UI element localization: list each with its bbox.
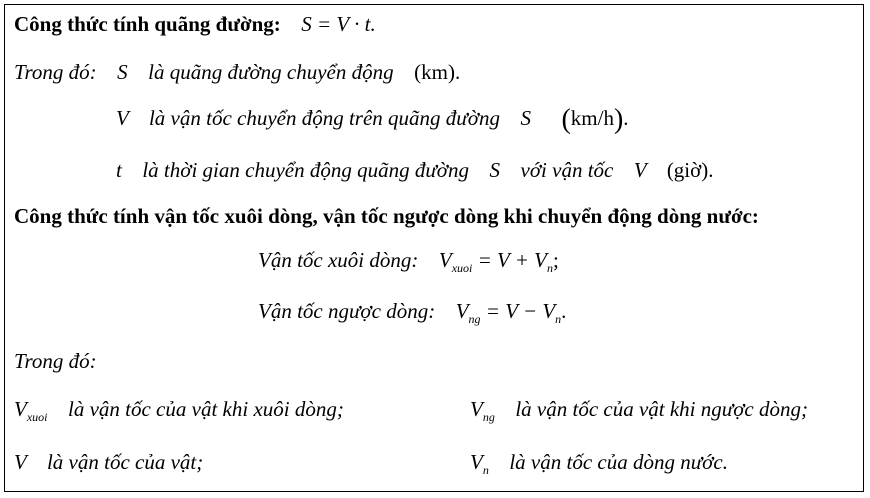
distance-formula-line xyxy=(14,12,376,36)
definition-v-line xyxy=(116,104,629,135)
upstream-rhs-sub: n xyxy=(555,312,562,326)
upstream-rhs: = V − V xyxy=(485,299,556,323)
downstream-label: Vận tốc xuôi dòng: xyxy=(258,248,419,272)
note-water xyxy=(470,450,728,477)
period: . xyxy=(623,106,629,130)
definition-t-line xyxy=(116,158,714,182)
downstream-end: ; xyxy=(553,248,559,272)
note-upstream-text: là vận tốc của vật khi ngược dòng; xyxy=(515,397,808,421)
symbol-s: S xyxy=(117,60,128,84)
note-water-sub: n xyxy=(482,463,489,477)
note-object xyxy=(14,450,203,474)
definition-s-text: là quãng đường chuyển động xyxy=(148,60,394,84)
downstream-formula-line xyxy=(258,248,559,275)
distance-formula-label: Công thức tính quãng đường: xyxy=(14,12,281,36)
downstream-rhs: = V + V xyxy=(477,248,548,272)
symbol-v-ref: V xyxy=(633,158,647,182)
downstream-lhs: V xyxy=(438,248,452,272)
unit-paren-open: ( xyxy=(561,104,571,135)
downstream-lhs-sub: xuoi xyxy=(451,261,473,275)
upstream-lhs-sub: ng xyxy=(468,312,481,326)
unit-kmh: km/h xyxy=(570,106,614,130)
symbol-v: V xyxy=(116,106,129,130)
definition-t-text2: với vận tốc xyxy=(520,158,614,182)
where-label-2: Trong đó: xyxy=(14,349,97,373)
definition-s-line xyxy=(14,60,460,84)
note-water-sym: V xyxy=(470,450,483,474)
definition-t-text: là thời gian chuyển động quãng đường xyxy=(142,158,470,182)
where-label: Trong đó: xyxy=(14,60,97,84)
symbol-s-ref2: S xyxy=(489,158,501,182)
upstream-end: . xyxy=(561,299,567,323)
upstream-label: Vận tốc ngược dòng: xyxy=(258,299,436,323)
note-downstream xyxy=(14,397,344,424)
note-upstream xyxy=(470,397,808,424)
unit-gio: (giờ). xyxy=(666,158,714,182)
note-upstream-sub: ng xyxy=(482,410,495,424)
velocity-heading: Công thức tính vận tốc xuôi dòng, vận tốc ngược dòng khi chuyển động dòng nước: xyxy=(14,204,759,228)
distance-formula: S = V · t. xyxy=(301,12,376,36)
note-downstream-sub: xuoi xyxy=(26,410,48,424)
note-object-text: là vận tốc của vật; xyxy=(46,450,204,474)
note-upstream-sym: V xyxy=(470,397,483,421)
note-downstream-sym: V xyxy=(14,397,27,421)
downstream-rhs-sub: n xyxy=(547,261,554,275)
note-water-text: là vận tốc của dòng nước. xyxy=(509,450,728,474)
definition-v-text: là vận tốc chuyển động trên quãng đường xyxy=(148,106,500,130)
symbol-t: t xyxy=(116,158,122,182)
unit-km: (km). xyxy=(414,60,461,84)
note-downstream-text: là vận tốc của vật khi xuôi dòng; xyxy=(68,397,344,421)
upstream-formula-line xyxy=(258,299,567,326)
unit-paren-close: ) xyxy=(613,104,624,135)
upstream-lhs: V xyxy=(455,299,469,323)
note-object-sym: V xyxy=(14,450,27,474)
symbol-s-ref: S xyxy=(520,106,531,130)
